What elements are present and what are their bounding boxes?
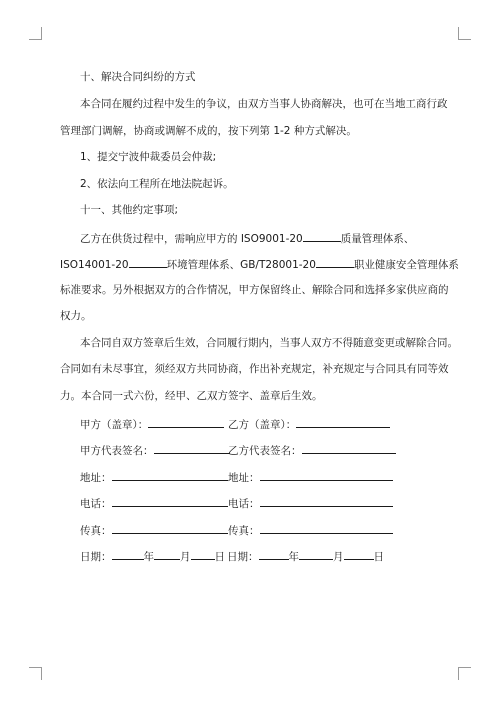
section-11-paragraph-line3: 标准要求。另外根据双方的合作情况，甲方保留终止、解除合同和选择多家供应商的 <box>60 284 449 296</box>
blank-field <box>129 256 167 268</box>
blank-field <box>303 230 341 242</box>
crop-mark-top-right <box>458 27 471 40</box>
party-a-rep-row <box>80 442 230 458</box>
fax-b-blank <box>260 522 393 534</box>
party-a-seal-blank <box>148 416 224 428</box>
date-a-day-unit: 日 <box>214 551 225 563</box>
phone-b-blank <box>260 495 393 507</box>
section-10-item-1: 1、提交宁波仲裁委员会仲裁; <box>80 151 217 163</box>
phone-b-row <box>228 495 393 511</box>
party-a-seal-row <box>80 416 224 432</box>
date-a-label: 日期： <box>80 551 112 563</box>
date-a-month-blank <box>154 548 180 560</box>
crop-mark-bottom-left <box>29 667 42 680</box>
address-b-blank <box>260 469 393 481</box>
party-a-rep-label: 甲方代表签名： <box>80 445 154 457</box>
party-b-rep-row <box>228 442 396 458</box>
text: 乙方在供货过程中，需响应甲方的 ISO9001-20 <box>80 233 303 245</box>
date-b-month-unit: 月 <box>333 551 344 563</box>
address-b-row <box>228 469 393 485</box>
crop-mark-top-left <box>29 27 42 40</box>
date-b-row <box>227 548 384 564</box>
section-11-paragraph2-line3: 力。本合同一式六份，经甲、乙双方签字、盖章后生效。 <box>60 390 323 402</box>
blank-field <box>316 256 354 268</box>
address-a-blank <box>112 469 228 481</box>
address-a-label: 地址： <box>80 472 112 484</box>
party-a-rep-blank <box>154 442 230 454</box>
section-11-paragraph2-line1: 本合同自双方签章后生效，合同履行期内，当事人双方不得随意变更或解除合同。 <box>80 337 458 349</box>
section-10-title: 十、解决合同纠纷的方式 <box>80 71 196 83</box>
section-10-paragraph-line1: 本合同在履约过程中发生的争议，由双方当事人协商解决，也可在当地工商行政 <box>80 98 448 110</box>
section-10-paragraph-line2: 管理部门调解，协商或调解不成的，按下列第 1-2 种方式解决。 <box>60 125 357 137</box>
party-b-seal-blank <box>296 416 390 428</box>
section-11-paragraph-line4: 权力。 <box>60 310 92 322</box>
party-b-seal-row <box>228 416 390 432</box>
party-b-rep-blank <box>302 442 396 454</box>
date-a-year-blank <box>112 548 144 560</box>
crop-mark-bottom-right <box>458 667 471 680</box>
fax-a-blank <box>112 522 228 534</box>
party-b-rep-label: 乙方代表签名： <box>228 445 302 457</box>
text: 质量管理体系、 <box>340 233 415 245</box>
phone-a-row <box>80 495 228 511</box>
date-b-label: 日期： <box>227 551 259 563</box>
section-11-paragraph-line2 <box>60 256 459 272</box>
phone-b-label: 电话： <box>228 498 260 510</box>
fax-a-label: 传真： <box>80 525 112 537</box>
date-b-day-unit: 日 <box>373 551 384 563</box>
date-b-day-blank <box>344 548 374 560</box>
fax-b-label: 传真： <box>228 525 260 537</box>
date-a-row <box>80 548 225 564</box>
phone-a-blank <box>112 495 228 507</box>
date-a-month-unit: 月 <box>180 551 191 563</box>
date-b-year-blank <box>259 548 289 560</box>
address-b-label: 地址： <box>228 472 260 484</box>
date-b-month-blank <box>299 548 333 560</box>
date-a-year-unit: 年 <box>143 551 154 563</box>
section-11-title: 十一、其他约定事项; <box>80 204 179 216</box>
text: 职业健康安全管理体系 <box>353 259 459 271</box>
address-a-row <box>80 469 228 485</box>
fax-b-row <box>228 522 393 538</box>
section-10-item-2: 2、依法向工程所在地法院起诉。 <box>80 178 234 190</box>
text: ISO14001-20 <box>60 259 129 271</box>
date-a-day-blank <box>191 548 215 560</box>
section-11-paragraph2-line2: 合同如有未尽事宜，须经双方共同协商，作出补充规定，补充规定与合同具有同等效 <box>60 363 449 375</box>
text: 环境管理体系、GB/T28001-20 <box>166 259 316 271</box>
phone-a-label: 电话： <box>80 498 112 510</box>
party-a-seal-label: 甲方（盖章）： <box>80 419 149 431</box>
party-b-seal-label: 乙方（盖章）： <box>228 419 297 431</box>
section-11-paragraph-line1 <box>80 230 414 246</box>
fax-a-row <box>80 522 228 538</box>
date-b-year-unit: 年 <box>288 551 299 563</box>
